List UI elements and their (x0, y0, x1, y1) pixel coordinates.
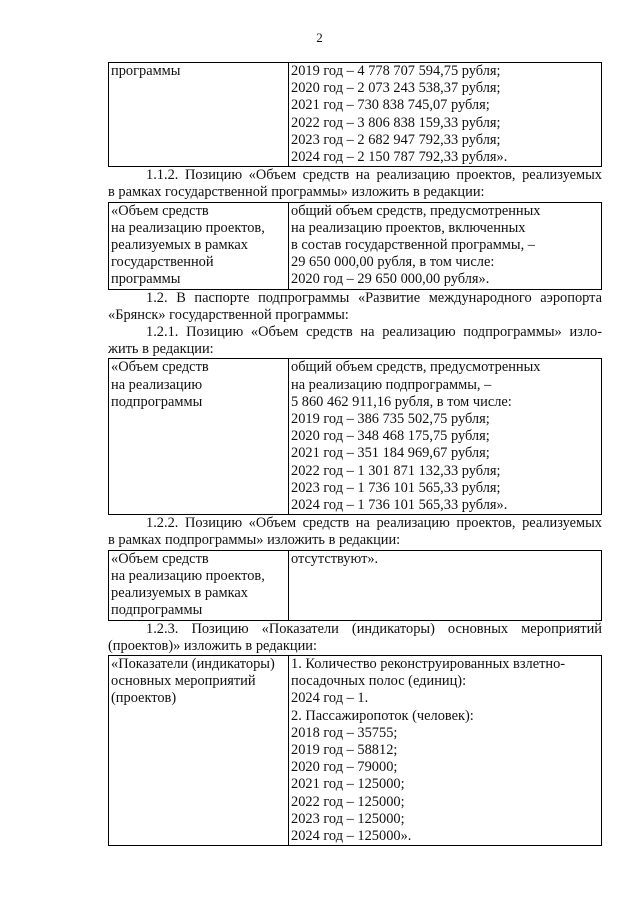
cell-line: в состав государственной программы, – (291, 237, 535, 254)
cell-line: 1. Количество реконструированных взлетно- (291, 655, 566, 672)
paragraph-1-1-2-cont (108, 184, 602, 201)
paragraph-1-2-2 (108, 515, 602, 532)
paragraph-1-2-3 (108, 621, 602, 638)
table-row (109, 655, 602, 845)
cell-line: на реализацию проектов, (111, 219, 265, 236)
table-cell-label (109, 359, 289, 515)
cell-line: общий объем средств, предусмотренных (291, 202, 541, 219)
cell-line: подпрограммы (111, 393, 203, 410)
table-cell-label (109, 63, 289, 167)
cell-line: 2024 год – 2 150 787 792,33 рубля». (291, 149, 508, 166)
table-cell-value (289, 550, 602, 620)
paragraph-1-1-2 (108, 167, 602, 184)
cell-line: 2022 год – 1 301 871 132,33 рубля; (291, 462, 501, 479)
paragraph-line: «Брянск» государственной программы: (108, 306, 349, 323)
cell-line: посадочных полос (единиц): (291, 673, 467, 690)
cell-line: на реализацию проектов, (111, 567, 265, 584)
cell-line: 2020 год – 79000; (291, 759, 398, 776)
cell-line: 29 650 000,00 рубля, в том числе: (291, 254, 495, 271)
cell-line: «Объем средств (111, 359, 209, 376)
table-cell-label (109, 202, 289, 289)
table-cell-value (289, 202, 602, 289)
table-cell-label (109, 550, 289, 620)
cell-line: 2021 год – 351 184 969,67 рубля; (291, 445, 490, 462)
table-cell-value (289, 655, 602, 845)
paragraph-1-2 (108, 290, 602, 307)
table-cell-value (289, 359, 602, 515)
paragraph-1-2-2-cont (108, 532, 602, 549)
cell-line: 2023 год – 2 682 947 792,33 рубля; (291, 131, 501, 148)
table-program-funding-years (108, 62, 602, 167)
paragraph-line: жить в редакции: (108, 341, 214, 358)
cell-line: 2020 год – 348 468 175,75 рубля; (291, 428, 490, 445)
paragraph-line: 1.1.2. Позицию «Объем средств на реализацию проектов, реализуемых (146, 167, 602, 184)
cell-line: «Показатели (индикаторы) (111, 655, 275, 672)
table-subprogram-projects-funding (108, 550, 602, 621)
cell-line: программы (111, 271, 181, 288)
cell-line: 2. Пассажиропоток (человек): (291, 707, 474, 724)
paragraph-line: 1.2.1. Позицию «Объем средств на реализацию подпрограммы» изло- (146, 324, 602, 341)
cell-line: 2019 год – 58812; (291, 741, 398, 758)
paragraph-line: 1.2. В паспорте подпрограммы «Развитие международного аэропорта (146, 289, 602, 306)
table-row (109, 202, 602, 289)
cell-line: 2021 год – 730 838 745,07 рубля; (291, 97, 490, 114)
cell-line: 2023 год – 125000; (291, 810, 405, 827)
table-cell-label (109, 655, 289, 845)
table-row (109, 359, 602, 515)
cell-line: 2020 год – 2 073 243 538,37 рубля; (291, 80, 501, 97)
paragraph-1-2-cont (108, 307, 602, 324)
paragraph-line: 1.2.2. Позицию «Объем средств на реализацию проектов, реализуемых (146, 515, 602, 532)
paragraph-line: в рамках подпрограммы» изложить в редакции: (108, 532, 401, 549)
cell-line: общий объем средств, предусмотренных (291, 359, 541, 376)
paragraph-line: в рамках государственной программы» изложить в редакции: (108, 184, 485, 201)
cell-line: программы (111, 63, 181, 79)
table-indicators (108, 655, 602, 846)
cell-line: 2022 год – 3 806 838 159,33 рубля; (291, 114, 501, 131)
cell-line: 2018 год – 35755; (291, 724, 398, 741)
cell-line: «Объем средств (111, 202, 209, 219)
cell-line: на реализацию подпрограммы, – (291, 376, 492, 393)
cell-line: 5 860 462 911,16 рубля, в том числе: (291, 393, 512, 410)
table-subprogram-funding (108, 358, 602, 515)
cell-line: 2020 год – 29 650 000,00 рубля». (291, 271, 490, 288)
table-projects-funding (108, 202, 602, 290)
cell-line: 2019 год – 4 778 707 594,75 рубля; (291, 63, 501, 79)
paragraph-line: (проектов)» изложить в редакции: (108, 637, 318, 654)
cell-line: 2019 год – 386 735 502,75 рубля; (291, 411, 490, 428)
cell-line: основных мероприятий (111, 673, 256, 690)
table-cell-value (289, 63, 602, 167)
paragraph-1-2-1 (108, 324, 602, 341)
cell-line: 2021 год – 125000; (291, 776, 405, 793)
cell-line: реализуемых в рамках (111, 585, 248, 602)
table-row (109, 63, 602, 167)
cell-line: реализуемых в рамках (111, 237, 248, 254)
cell-line: 2024 год – 1. (291, 690, 369, 707)
cell-line: подпрограммы (111, 602, 203, 619)
page-number: 2 (316, 30, 323, 45)
cell-line: «Объем средств (111, 550, 209, 567)
cell-line: государственной (111, 254, 214, 271)
cell-line: на реализацию проектов, включенных (291, 219, 526, 236)
paragraph-1-2-3-cont (108, 638, 602, 655)
paragraph-line: 1.2.3. Позицию «Показатели (индикаторы) основных мероприятий (146, 620, 602, 637)
table-row (109, 550, 602, 620)
cell-line: 2023 год – 1 736 101 565,33 рубля; (291, 479, 501, 496)
cell-line: отсутствуют». (291, 550, 379, 567)
document-body (108, 62, 602, 846)
cell-line: 2024 год – 125000». (291, 827, 412, 844)
cell-line: 2022 год – 125000; (291, 793, 405, 810)
paragraph-1-2-1-cont (108, 341, 602, 358)
cell-line: 2024 год – 1 736 101 565,33 рубля». (291, 497, 508, 514)
cell-line: (проектов) (111, 690, 177, 707)
cell-line: на реализацию (111, 376, 203, 393)
